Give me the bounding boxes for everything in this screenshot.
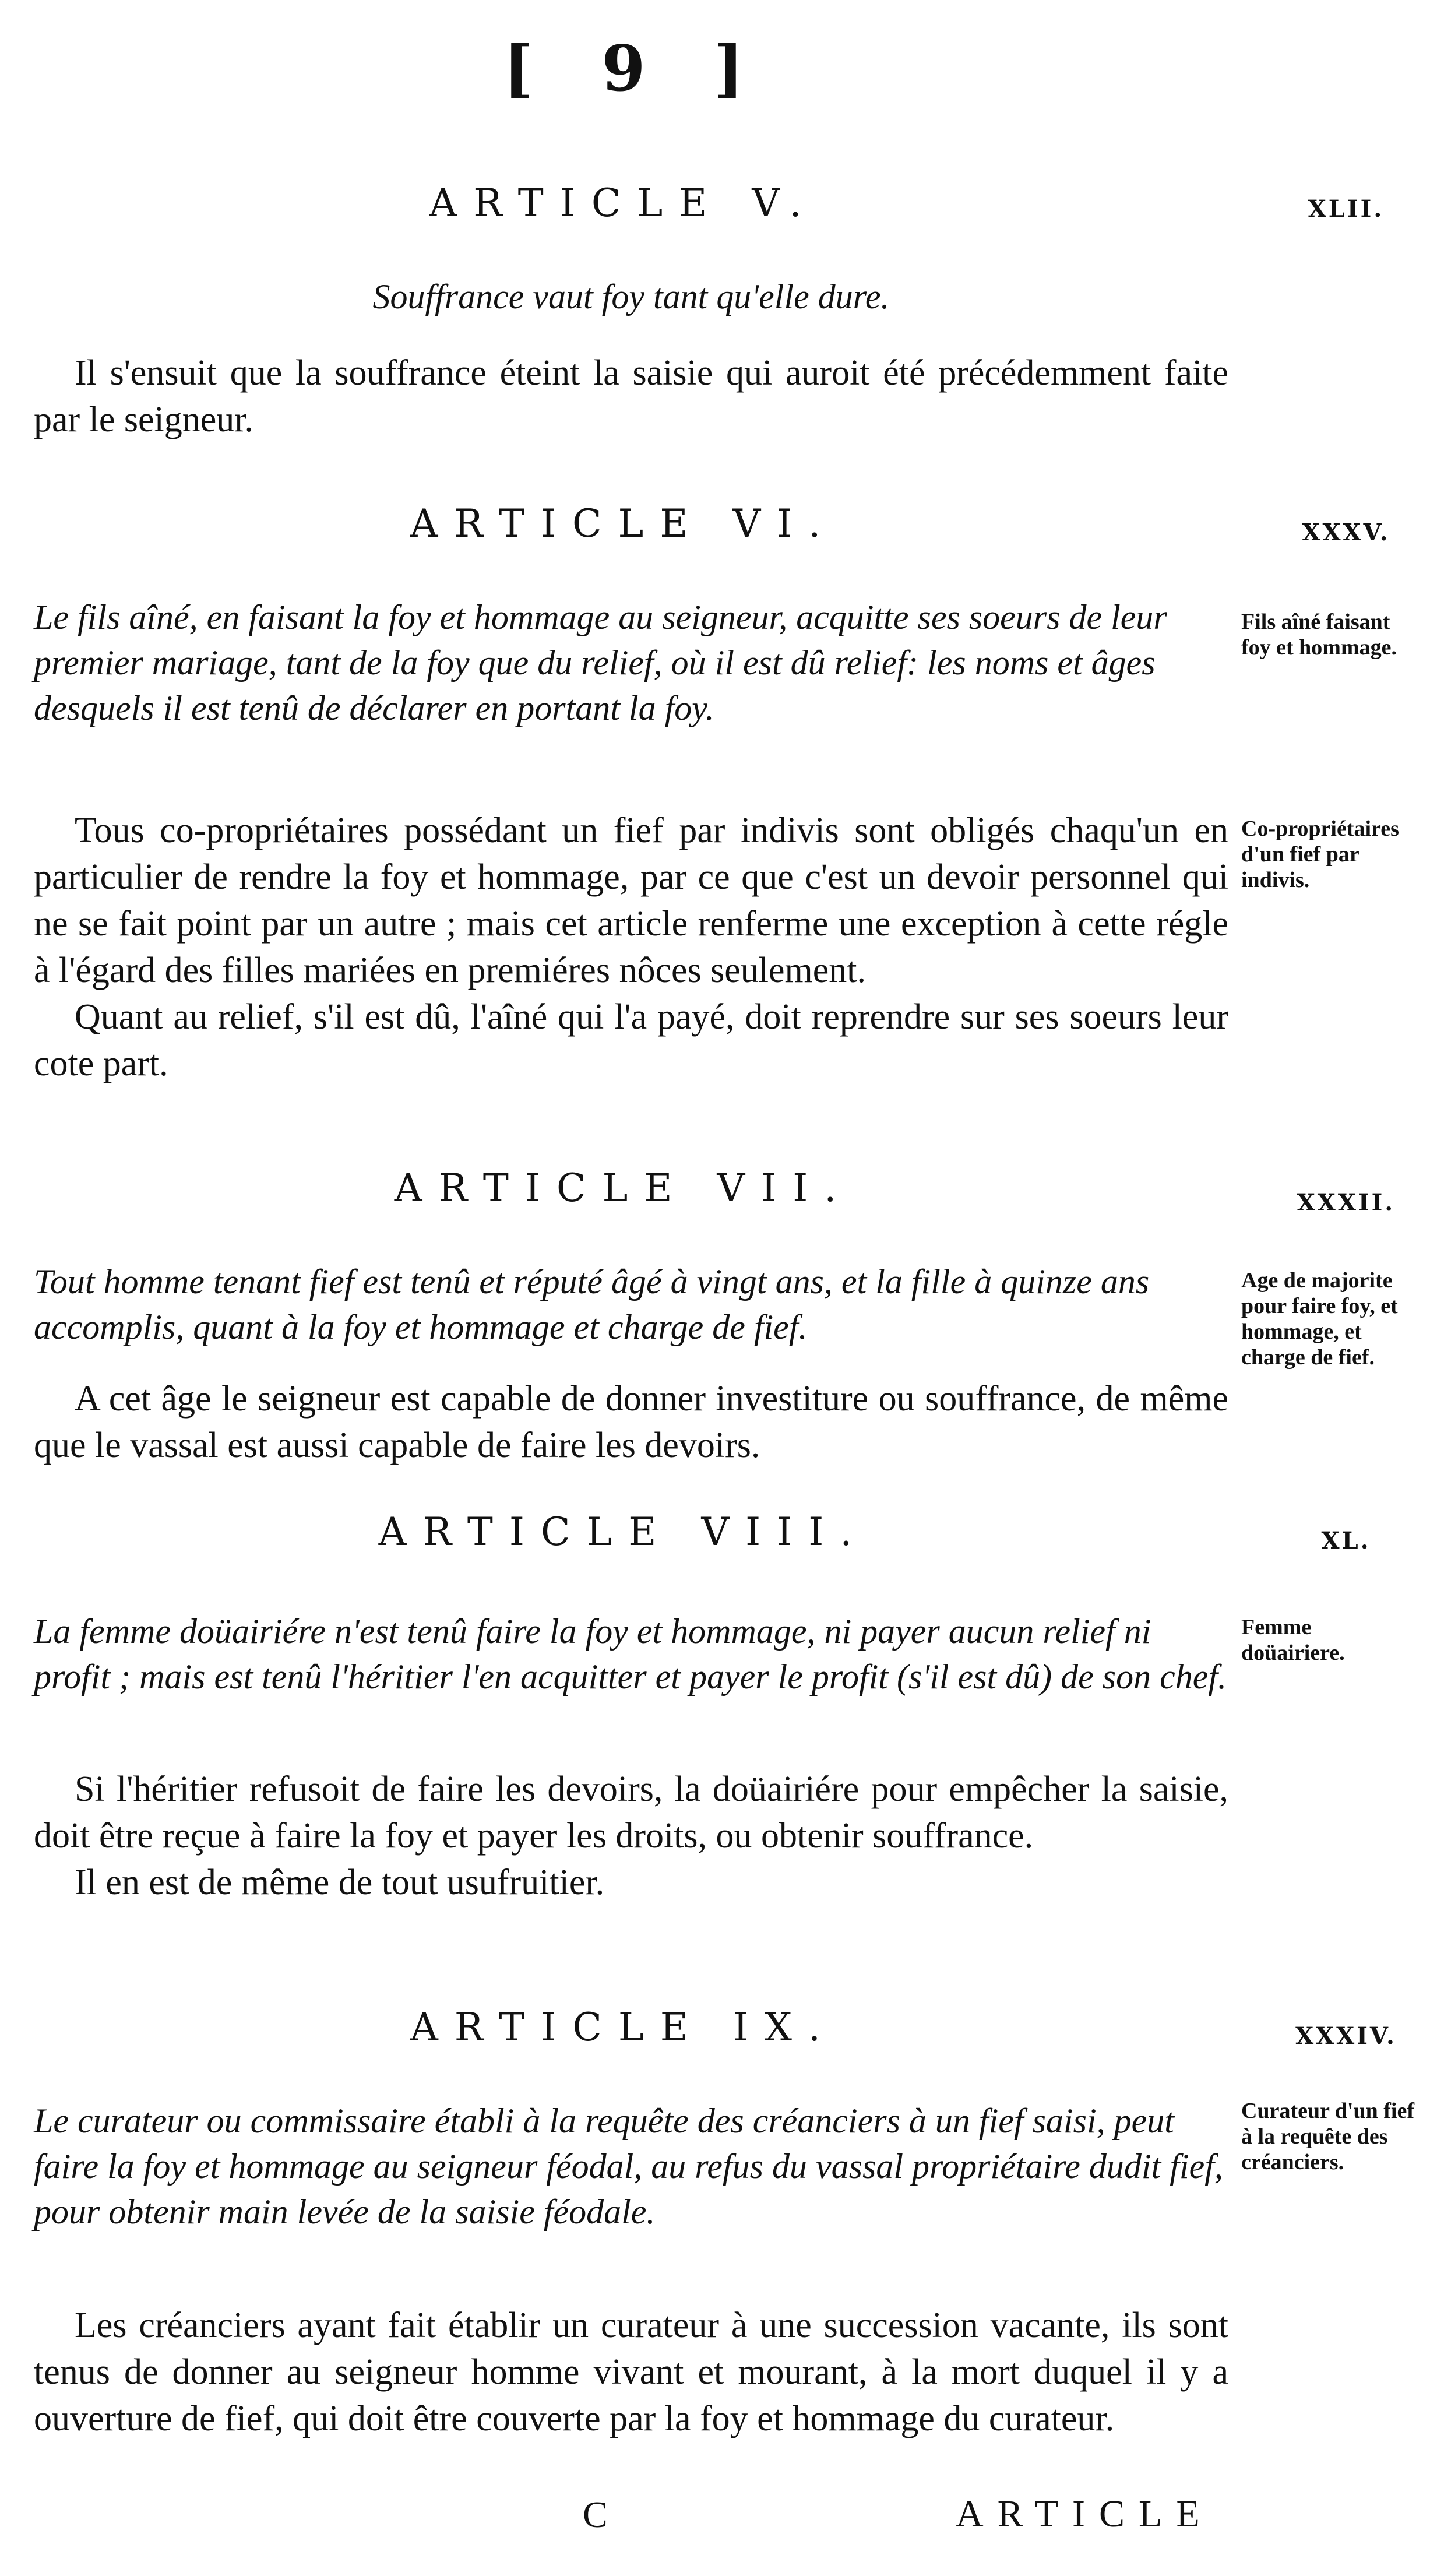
article-vii-paragraph: A cet âge le seigneur est capable de donner investiture ou souffrance, de même que le vassal est aussi capable de faire les devoirs. (34, 1379, 1228, 1465)
margin-note-femme-douairiere: Femme doüairiere. (1241, 1615, 1345, 1665)
article-vi-title: ARTICLE VI. (410, 501, 837, 546)
article-vi-ref: XXXV. (1302, 519, 1390, 546)
article-vi-paragraph-1: Tous co-propriétaires possédant un fief par indivis sont obligés chaqu'un en particulier de rendre la foy et hommage, par ce que c'est un devoir personnel qui ne se fait point par un autre ; mais cet article renferme une exception à cette régle à l'égard des filles mariées en premiéres nôces seulement. (34, 811, 1228, 990)
article-vii-rule (34, 1259, 1228, 1350)
article-vii-title: ARTICLE VII. (394, 1166, 853, 1210)
article-viii-paragraph-1: Si l'héritier refusoit de faire les devoirs, la doüairiére pour empêcher la saisie, doit être reçue à faire la foy et payer les droits, ou obtenir souffrance. (34, 1769, 1228, 1856)
article-viii-rule-text: La femme doüairiére n'est tenû faire la foy et hommage, ni payer aucun relief ni profit ; mais est tenû l'héritier l'en acquitter et payer le profit (s'il est dû) de son chef. (34, 1612, 1227, 1696)
article-viii-body (34, 1766, 1228, 1906)
article-ix-paragraph: Les créanciers ayant fait établir un curateur à une succession vacante, ils sont tenus de donner au seigneur homme vivant et mourant, à la mort duquel il y a ouverture de fief, qui doit être couverte par la foy et hommage du curateur. (34, 2306, 1228, 2438)
article-vi-paragraph-2: Quant au relief, s'il est dû, l'aîné qui l'a payé, doit reprendre sur ses soeurs leur cote part. (34, 997, 1228, 1083)
article-viii-paragraph-2: Il en est de même de tout usufruitier. (75, 1863, 605, 1902)
margin-note-age-majorite: Age de majorite pour faire foy, et hommage, et charge de fief. (1241, 1268, 1398, 1370)
article-viii-rule (34, 1609, 1228, 1699)
article-ix-rule-text: Le curateur ou commissaire établi à la requête des créanciers à un fief saisi, peut faire la foy et hommage au seigneur féodal, au refus du vassal propriétaire dudit fief, pour obtenir main levée de la saisie féodale. (34, 2102, 1223, 2231)
article-v-ref: XLII. (1308, 195, 1385, 223)
article-ix-rule (34, 2098, 1228, 2234)
article-ix-body (34, 2302, 1228, 2442)
article-vi-body (34, 807, 1228, 1087)
article-ix-title: ARTICLE IX. (410, 2005, 837, 2050)
article-vii-body (34, 1375, 1228, 1469)
margin-note-co-proprietaires: Co-propriétaires d'un fief par indivis. (1241, 817, 1399, 892)
catchword: ARTICLE (956, 2493, 1214, 2535)
page-number: [ 9 ] (503, 32, 767, 105)
article-v-paragraph: Il s'ensuit que la souffrance éteint la saisie qui auroit été précédemment faite par le seigneur. (34, 353, 1228, 439)
margin-note-curateur: Curateur d'un fief à la requête des créanciers. (1241, 2099, 1414, 2174)
article-vii-rule-text: Tout homme tenant fief est tenû et réputé âgé à vingt ans, et la fille à quinze ans accomplis, quant à la foy et hommage et charge de fief. (34, 1262, 1150, 1346)
article-viii-ref: XL. (1321, 1527, 1371, 1554)
article-v-title: ARTICLE V. (429, 181, 818, 226)
article-viii-title: ARTICLE VIII. (378, 1509, 869, 1554)
article-vii-ref: XXXII. (1297, 1189, 1396, 1216)
article-v-body (34, 350, 1228, 443)
margin-note-fils-aine: Fils aîné faisant foy et hommage. (1241, 610, 1397, 660)
article-v-rule: Souffrance vaut foy tant qu'elle dure. (372, 277, 890, 316)
article-vi-rule-text: Le fils aîné, en faisant la foy et hommage au seigneur, acquitte ses soeurs de leur premier mariage, tant de la foy que du relief, où il est dû relief: les noms et âges desquels il est tenû de déclarer en portant la foy. (34, 598, 1167, 727)
article-ix-ref: XXXIV. (1295, 2022, 1397, 2050)
article-vi-rule (34, 594, 1228, 731)
signature-mark: C (583, 2494, 608, 2535)
